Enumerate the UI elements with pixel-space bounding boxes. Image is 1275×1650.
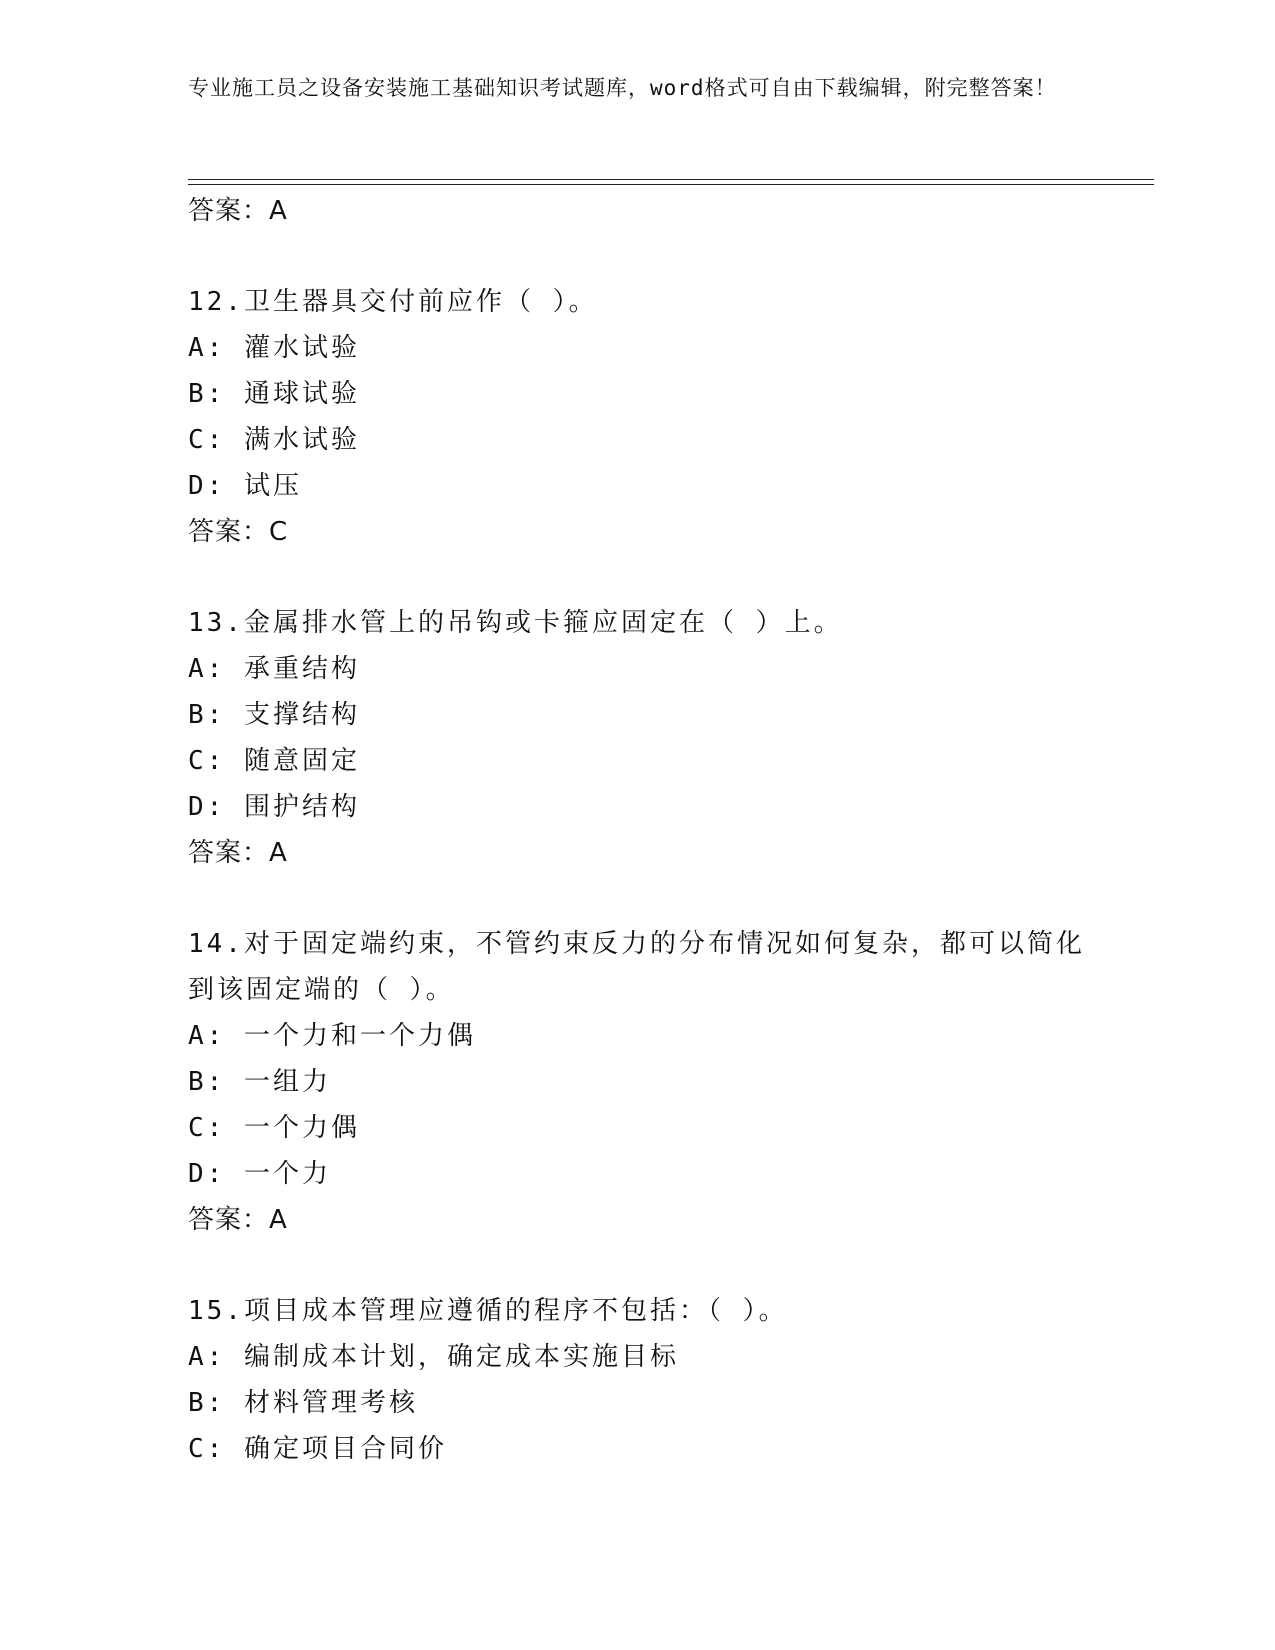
- option-d: D: 一个力: [188, 1159, 331, 1189]
- document-header: 专业施工员之设备安装施工基础知识考试题库，word格式可自由下载编辑，附完整答案！: [188, 76, 1057, 100]
- answer-line: 答案：A: [188, 196, 288, 226]
- option-d: D: 试压: [188, 471, 302, 501]
- answer-line: 答案：A: [188, 1205, 288, 1235]
- option-a: A: 灌水试验: [188, 333, 360, 363]
- option-c: C: 确定项目合同价: [188, 1434, 447, 1464]
- question-stem: 13.金属排水管上的吊钩或卡箍应固定在（ ）上。: [188, 608, 843, 638]
- option-b: B: 支撑结构: [188, 700, 360, 730]
- question-14: [188, 921, 1088, 1243]
- option-b: B: 一组力: [188, 1067, 331, 1097]
- question-stem: 12.卫生器具交付前应作（ ）。: [188, 287, 598, 317]
- answer-line: 答案：C: [188, 517, 289, 547]
- option-a: A: 一个力和一个力偶: [188, 1021, 476, 1051]
- answer-line: 答案：A: [188, 838, 288, 868]
- header-divider-bottom: [188, 184, 1154, 185]
- question-list: [188, 188, 1088, 1472]
- question-12: [188, 279, 1088, 555]
- option-b: B: 通球试验: [188, 379, 360, 409]
- option-c: C: 随意固定: [188, 746, 360, 776]
- question-15: [188, 1288, 1088, 1472]
- option-d: D: 围护结构: [188, 792, 360, 822]
- question-stem: 14.对于固定端约束，不管约束反力的分布情况如何复杂，都可以简化到该固定端的（ ）。: [188, 929, 1085, 1005]
- header-divider-top: [188, 179, 1154, 180]
- question-stem: 15.项目成本管理应遵循的程序不包括：（ ）。: [188, 1296, 788, 1326]
- question-13: [188, 600, 1088, 876]
- option-b: B: 材料管理考核: [188, 1388, 418, 1418]
- option-a: A: 编制成本计划，确定成本实施目标: [188, 1342, 679, 1372]
- option-a: A: 承重结构: [188, 654, 360, 684]
- option-c: C: 一个力偶: [188, 1113, 360, 1143]
- option-c: C: 满水试验: [188, 425, 360, 455]
